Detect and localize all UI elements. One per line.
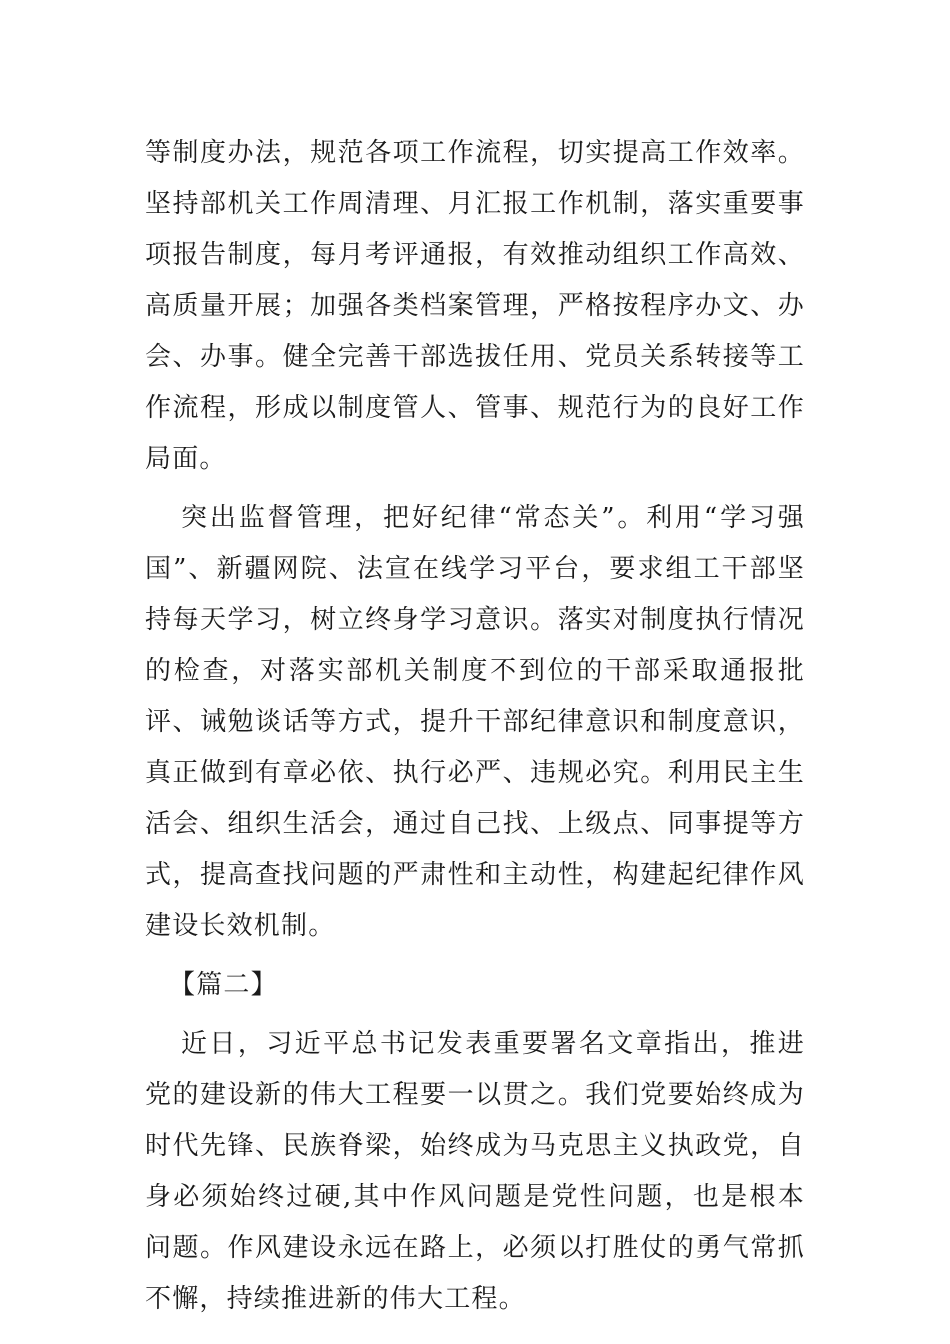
paragraph-gap bbox=[145, 1011, 805, 1019]
document-body bbox=[145, 128, 805, 1325]
section-heading: 【篇二】 bbox=[169, 970, 278, 1000]
paragraph-continuation: 等制度办法，规范各项工作流程，切实提高工作效率。坚持部机关工作周清理、月汇报工作机制，落实重要事项报告制度，每月考评通报，有效推动组织工作高效、高质量开展；加强各类档案管理，严格按程序办文、办会、办事。健全完善干部选拔任用、党员关系转接等工作流程，形成以制度管人、管事、规范行为的良好工作局面。 bbox=[145, 138, 805, 474]
paragraph-gap bbox=[145, 952, 805, 960]
paragraph-part-two: 近日，习近平总书记发表重要署名文章指出，推进党的建设新的伟大工程要一以贯之。我们党要始终成为时代先锋、民族脊梁，始终成为马克思主义执政党，自身必须始终过硬,其中作风问题是党性问题，也是根本问题。作风建设永远在路上，必须以打胜仗的勇气常抓不懈，持续推进新的伟大工程。 bbox=[145, 1029, 805, 1314]
paragraph-gap bbox=[145, 485, 805, 493]
paragraph-supervision: 突出监督管理，把好纪律“常态关”。利用“学习强国”、新疆网院、法宣在线学习平台，要求组工干部坚持每天学习，树立终身学习意识。落实对制度执行情况的检查，对落实部机关制度不到位的干部采取通报批评、诫勉谈话等方式，提升干部纪律意识和制度意识，真正做到有章必依、执行必严、违规必究。利用民主生活会、组织生活会，通过自己找、上级点、同事提等方式，提高查找问题的严肃性和主动性，构建起纪律作风建设长效机制。 bbox=[145, 503, 805, 941]
